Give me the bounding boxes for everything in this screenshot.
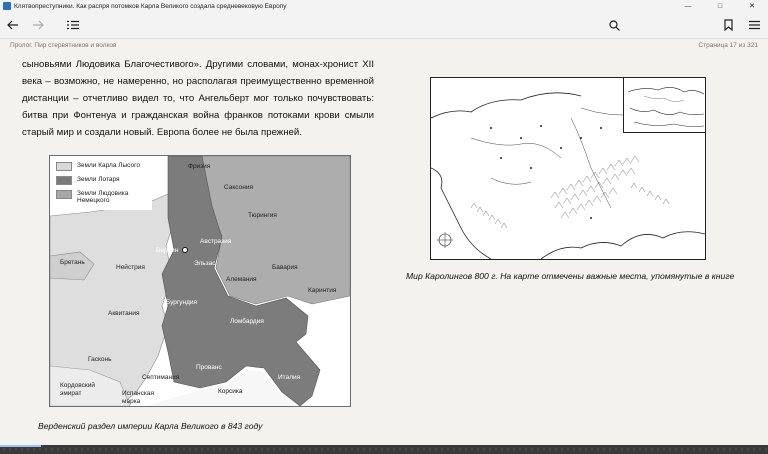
forward-button[interactable] bbox=[29, 17, 47, 33]
progress-fill bbox=[0, 445, 41, 447]
region-label: Корсика bbox=[218, 388, 243, 395]
window-controls bbox=[672, 0, 768, 12]
legend-item bbox=[56, 190, 147, 204]
chapter-title: Пролог. Пир стервятников и волков bbox=[10, 42, 117, 49]
legend-swatch bbox=[56, 162, 72, 171]
reading-progress-bar[interactable] bbox=[0, 445, 768, 454]
city-label: Верден bbox=[156, 247, 179, 254]
region-label: Фризия bbox=[188, 163, 211, 170]
region-label: Бавария bbox=[272, 264, 298, 271]
text-line: сыновьями Людовика Благочестивого». Другими словами, монах-хронист XII bbox=[22, 59, 374, 70]
region-label: Испанская марка bbox=[122, 390, 155, 405]
map1-caption: Верденский раздел империи Карла Великого в 843 году bbox=[38, 421, 263, 431]
search-icon bbox=[609, 20, 620, 31]
region-label: Алемания bbox=[226, 276, 257, 283]
minimize-button[interactable]: — bbox=[684, 2, 692, 10]
carolingian-world-map bbox=[430, 77, 706, 260]
legend-item bbox=[56, 162, 140, 171]
page-indicator: Страница 17 из 321 bbox=[698, 42, 758, 49]
search-button[interactable] bbox=[605, 17, 623, 33]
region-label: Бургундия bbox=[166, 299, 198, 306]
text-line: битва при Фонтенуа и гражданская война франков потоками крови смыли bbox=[22, 110, 374, 121]
map-inset bbox=[623, 78, 705, 133]
verdun-partition-map bbox=[49, 155, 351, 407]
region-label: Эльзас bbox=[194, 260, 216, 267]
region-label: Септимания bbox=[142, 374, 180, 381]
back-button[interactable] bbox=[4, 17, 22, 33]
legend-label: Земли Лотаря bbox=[77, 176, 120, 183]
region-label: Ломбардия bbox=[230, 318, 264, 325]
map2-caption: Мир Каролингов 800 г. На карте отмечены важные места, упомянутые в книге bbox=[406, 271, 735, 281]
text-line: старый мир и создали новый. Европа более не была прежней. bbox=[22, 127, 302, 138]
close-button[interactable]: ✕ bbox=[749, 3, 755, 10]
map-legend bbox=[50, 156, 152, 210]
app-icon bbox=[3, 2, 11, 10]
maximize-button[interactable]: □ bbox=[717, 2, 723, 10]
window-title: Клятвопреступники. Как распря потомков Карла Великого создала средневековую Европу bbox=[14, 2, 287, 10]
legend-label: Земли Людовика Немецкого bbox=[77, 190, 129, 204]
arrow-left-icon bbox=[7, 20, 19, 30]
region-label: Нейстрия bbox=[116, 264, 145, 271]
region-label: Тюрингия bbox=[248, 212, 277, 219]
region-label: Бретань bbox=[60, 259, 85, 266]
bookmark-icon bbox=[724, 19, 733, 31]
region-label: Саксония bbox=[224, 184, 253, 191]
body-paragraph bbox=[22, 56, 374, 141]
inset-drawing bbox=[624, 78, 706, 133]
text-line: дистанции – отчетливо видел то, что Ангельберт мог только почувствовать: bbox=[22, 93, 374, 104]
progress-ticks bbox=[0, 447, 768, 452]
region-label: Италия bbox=[278, 374, 301, 381]
region-label: Каринтия bbox=[308, 287, 337, 294]
title-bar bbox=[0, 0, 768, 12]
region-label: Прованс bbox=[196, 364, 222, 371]
legend-item bbox=[56, 176, 120, 185]
region-label: Аквитания bbox=[108, 310, 140, 317]
legend-swatch bbox=[56, 190, 72, 199]
text-line: века – возможно, не намеренно, но располагая преимущественно временной bbox=[22, 76, 374, 87]
legend-swatch bbox=[56, 176, 72, 185]
list-icon bbox=[67, 20, 79, 30]
region-label: Кордовский эмират bbox=[60, 382, 96, 397]
bookmark-button[interactable] bbox=[719, 17, 737, 33]
reader-toolbar bbox=[0, 12, 768, 39]
menu-button[interactable] bbox=[745, 17, 763, 33]
table-of-contents-button[interactable] bbox=[64, 17, 82, 33]
hamburger-icon bbox=[749, 20, 760, 30]
region-label: Австразия bbox=[200, 238, 232, 245]
legend-label: Земли Карла Лысого bbox=[77, 162, 140, 169]
region-label: Гасконь bbox=[88, 356, 112, 363]
page-header bbox=[0, 40, 768, 54]
arrow-right-icon bbox=[32, 20, 44, 30]
